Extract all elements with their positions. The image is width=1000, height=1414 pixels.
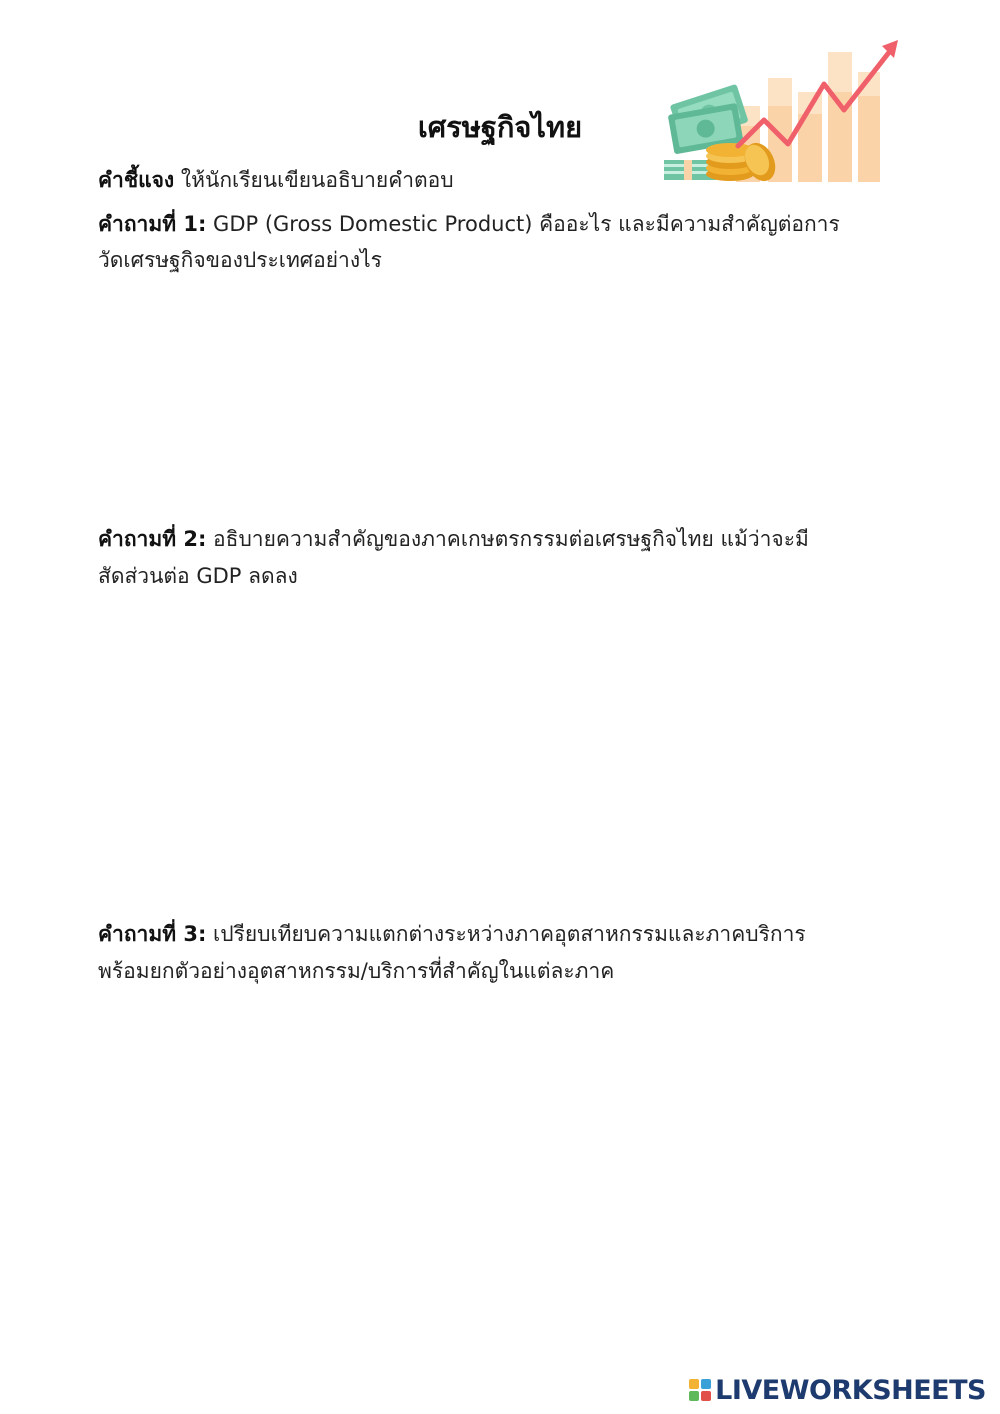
liveworksheets-logo[interactable]	[689, 1372, 986, 1408]
instruction-label: คำชี้แจง	[98, 168, 175, 192]
answer-area-3[interactable]	[98, 1000, 898, 1340]
instruction-text: ให้นักเรียนเขียนอธิบายคำตอบ	[180, 168, 454, 192]
question-1-label: คำถามที่ 1:	[98, 212, 207, 236]
question-1-line-2: วัดเศรษฐกิจของประเทศอย่างไร	[98, 248, 382, 272]
question-2-line-1	[98, 521, 809, 557]
answer-area-1[interactable]	[98, 290, 898, 510]
liveworksheets-logo-icon	[689, 1379, 711, 1401]
question-2-label: คำถามที่ 2:	[98, 527, 207, 551]
answer-area-2[interactable]	[98, 606, 898, 906]
economy-growth-icon	[660, 36, 905, 188]
brand-name: LIVEWORKSHEETS	[715, 1374, 986, 1406]
question-1-text: GDP (Gross Domestic Product) คืออะไร และมีความสำคัญต่อการ	[213, 212, 840, 236]
question-3-text: เปรียบเทียบความแตกต่างระหว่างภาคอุตสาหกรรมและภาคบริการ	[213, 922, 806, 946]
question-3-line-2: พร้อมยกตัวอย่างอุตสาหกรรม/บริการที่สำคัญในแต่ละภาค	[98, 959, 615, 983]
instruction	[98, 162, 454, 198]
question-3-line-1	[98, 916, 806, 952]
question-3-label: คำถามที่ 3:	[98, 922, 207, 946]
question-1-line-1	[98, 206, 840, 242]
question-2-line-2: สัดส่วนต่อ GDP ลดลง	[98, 564, 298, 588]
question-2-text: อธิบายความสำคัญของภาคเกษตรกรรมต่อเศรษฐกิจไทย แม้ว่าจะมี	[213, 527, 809, 551]
page-title: เศรษฐกิจไทย	[417, 110, 583, 144]
